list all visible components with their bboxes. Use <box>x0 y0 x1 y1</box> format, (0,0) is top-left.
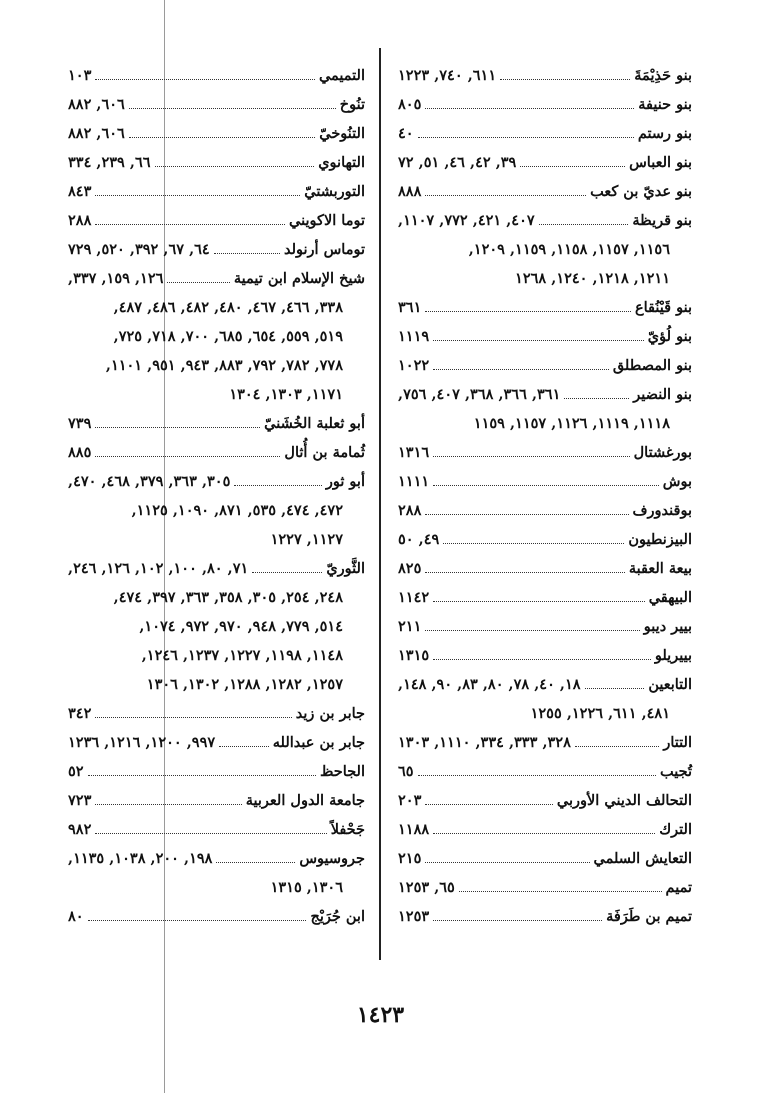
dot-leader <box>425 572 624 573</box>
page-references: ٥٢ <box>68 763 84 780</box>
index-entry <box>68 201 365 230</box>
index-term: ثُمامة بن أُثال <box>284 444 365 461</box>
page-references: ٦٦, ٢٣٩, ٣٣٤ <box>68 154 151 171</box>
right-index-column <box>398 56 692 926</box>
page-references: ٢٠٣ <box>398 792 422 809</box>
dot-leader <box>95 427 260 428</box>
index-term: التحالف الديني الأوربي <box>556 792 692 809</box>
index-term: بنو قَيْنُقاع <box>634 299 692 316</box>
index-term: التميمي <box>318 67 365 84</box>
page-references: ٧٧٨, ٧٨٢, ٧٩٢, ٨٨٣, ٩٤٣, ٩٥١, ١١٠١, <box>105 357 343 374</box>
index-entry <box>68 259 365 288</box>
index-term: جابر بن زيد <box>295 705 365 722</box>
index-term: بوش <box>662 473 692 490</box>
page-number: ١٤٢٣ <box>356 1002 405 1028</box>
page-references: ٤٨١, ٦١١, ١٢٢٦, ١٢٥٥ <box>530 705 670 722</box>
index-term: بييريلو <box>654 647 692 664</box>
page-references: ١١٢٧, ١٢٢٧ <box>270 531 343 548</box>
dot-leader <box>425 108 634 109</box>
page-references: ١٢٥٧, ١٢٨٢, ١٢٨٨, ١٣٠٢, ١٣٠٦ <box>146 676 343 693</box>
page-references: ١٢٦, ١٥٩, ٣٣٧, <box>68 270 164 287</box>
dot-leader <box>433 485 659 486</box>
index-entry <box>68 462 365 491</box>
index-term: شيخ الإسلام ابن تيمية <box>233 270 365 287</box>
index-term: بنو حَذِيْمَةَ <box>634 67 692 84</box>
index-term: تميم <box>665 879 692 896</box>
dot-leader <box>433 659 651 660</box>
page-references: ٣٣٨, ٤٦٦, ٤٦٧, ٤٨٠, ٤٨٢, ٤٨٦, ٤٨٧, <box>113 299 343 316</box>
dot-leader <box>539 224 629 225</box>
index-term: بيير ديبو <box>643 618 692 635</box>
index-term: بنو لُؤيّ <box>647 328 692 345</box>
index-entry <box>398 433 692 462</box>
index-entry <box>68 404 365 433</box>
dot-leader <box>500 79 630 80</box>
index-term: التتار <box>663 734 692 751</box>
index-entry <box>398 839 692 868</box>
index-entry <box>398 259 692 288</box>
dot-leader <box>425 514 628 515</box>
index-entry <box>398 810 692 839</box>
page-references: ١١٤٨, ١١٩٨, ١٢٢٧, ١٢٣٧, ١٢٤٦, <box>141 647 343 664</box>
column-divider <box>379 48 381 960</box>
index-term: بنو رستم <box>637 125 692 142</box>
dot-leader <box>433 340 644 341</box>
index-term: التوربشتيّ <box>304 183 365 200</box>
page-references: ٤٩, ٥٠ <box>398 531 440 548</box>
dot-leader <box>95 804 241 805</box>
index-entry <box>68 810 365 839</box>
index-entry <box>398 346 692 375</box>
page-references: ٣٢٨, ٣٣٣, ٣٣٤, ١١١٠, ١٣٠٣ <box>398 734 571 751</box>
page-references: ٨٠٥ <box>398 96 422 113</box>
page-references: ٨٤٣ <box>68 183 92 200</box>
index-term: بورغشتال <box>633 444 692 461</box>
dot-leader <box>425 630 639 631</box>
index-entry <box>398 404 692 433</box>
dot-leader <box>167 282 229 283</box>
index-entry <box>398 317 692 346</box>
page-references: ٦١١, ٧٤٠, ١٢٢٣ <box>398 67 497 84</box>
dot-leader <box>95 79 315 80</box>
page-references: ٢١١ <box>398 618 422 635</box>
index-entry <box>68 375 365 404</box>
page-references: ٢٤٨, ٢٥٤, ٣٠٥, ٣٥٨, ٣٦٣, ٣٩٧, ٤٧٤, <box>113 589 343 606</box>
index-entry <box>398 549 692 578</box>
index-term: البيهقي <box>648 589 692 606</box>
dot-leader <box>459 891 662 892</box>
dot-leader <box>129 108 336 109</box>
dot-leader <box>564 398 629 399</box>
dot-leader <box>95 224 285 225</box>
page-references: ٨٨٨ <box>398 183 422 200</box>
page-references: ٧٢٣ <box>68 792 92 809</box>
index-entry <box>68 578 365 607</box>
page-references: ١١٥٦, ١١٥٧, ١١٥٨, ١١٥٩, ١٢٠٩, <box>468 241 670 258</box>
index-term: بنو العباس <box>629 154 692 171</box>
page-references: ١١٨٨ <box>398 821 430 838</box>
page-references: ٦٥ <box>398 763 414 780</box>
index-entry <box>398 85 692 114</box>
dot-leader <box>95 833 326 834</box>
page-references: ٩٩٧, ١٢٠٠, ١٢١٦, ١٢٣٦ <box>68 734 216 751</box>
index-entry <box>68 723 365 752</box>
index-term: جابر بن عبدالله <box>272 734 365 751</box>
index-term: أبو ثور <box>325 473 365 490</box>
index-term: بنو حنيفة <box>638 96 692 113</box>
index-entry <box>68 549 365 578</box>
index-term: أبو ثعلبة الخُشَنيّ <box>264 415 365 432</box>
index-entry <box>68 56 365 85</box>
dot-leader <box>95 195 300 196</box>
index-entry <box>68 752 365 781</box>
page-references: ١٠٣ <box>68 67 92 84</box>
page-references: ٣٦١ <box>398 299 422 316</box>
page-references: ٤٠ <box>398 125 414 142</box>
index-term: الثَّوريّ <box>326 560 365 577</box>
page-references: ٦٠٦, ٨٨٢ <box>68 96 125 113</box>
index-entry <box>68 433 365 462</box>
page-references: ١٠٢٢ <box>398 357 430 374</box>
index-entry <box>398 607 692 636</box>
page-references: ٣٦١, ٣٦٦, ٣٦٨, ٤٠٧, ٧٥٦, <box>398 386 561 403</box>
page-references: ٦٥, ١٢٥٣ <box>398 879 455 896</box>
index-entry <box>398 752 692 781</box>
dot-leader <box>252 572 322 573</box>
index-entry <box>398 375 692 404</box>
index-entry <box>68 230 365 259</box>
page-references: ١١١١ <box>398 473 430 490</box>
left-index-column <box>68 56 365 926</box>
index-entry <box>68 636 365 665</box>
index-entry <box>398 114 692 143</box>
index-term: البيزنطيون <box>628 531 692 548</box>
index-term: بيعة العقبة <box>628 560 692 577</box>
index-entry <box>398 491 692 520</box>
dot-leader <box>216 862 295 863</box>
index-term: بوقندورف <box>632 502 692 519</box>
index-entry <box>398 230 692 259</box>
index-entry <box>398 868 692 897</box>
index-term: ابن جُرَيْج <box>310 908 365 925</box>
index-entry <box>398 665 692 694</box>
page-references: ٦٠٦, ٨٨٢ <box>68 125 125 142</box>
page-references: ٨٠ <box>68 908 84 925</box>
dot-leader <box>95 717 291 718</box>
page-references: ١١١٨, ١١١٩, ١١٢٦, ١١٥٧, ١١٥٩ <box>473 415 670 432</box>
dot-leader <box>433 601 645 602</box>
page-references: ٣٠٥, ٣٦٣, ٣٧٩, ٤٦٨, ٤٧٠, <box>68 473 231 490</box>
page-references: ٤٧٢, ٤٧٤, ٥٣٥, ٨٧١, ١٠٩٠, ١١٢٥, <box>131 502 343 519</box>
index-entry <box>68 839 365 868</box>
dot-leader <box>433 456 629 457</box>
page-references: ١١٧١, ١٣٠٣, ١٣٠٤ <box>229 386 343 403</box>
page-references: ٥١٤, ٧٧٩, ٩٤٨, ٩٧٠, ٩٧٢, ١٠٧٤, <box>139 618 343 635</box>
page-references: ٩٨٢ <box>68 821 92 838</box>
index-entry <box>68 172 365 201</box>
dot-leader <box>95 456 280 457</box>
page-references: ٨٨٥ <box>68 444 92 461</box>
dot-leader <box>425 311 631 312</box>
index-entry <box>68 868 365 897</box>
index-entry <box>68 897 365 926</box>
index-entry <box>398 578 692 607</box>
dot-leader <box>418 137 634 138</box>
dot-leader <box>575 746 660 747</box>
dot-leader <box>425 195 586 196</box>
index-entry <box>398 781 692 810</box>
index-entry <box>398 201 692 230</box>
page-references: ٨٢٥ <box>398 560 422 577</box>
index-entry <box>68 694 365 723</box>
page-references: ٤٠٧, ٤٢١, ٧٧٢, ١١٠٧, <box>398 212 535 229</box>
index-entry <box>68 607 365 636</box>
index-term: التعايش السلمي <box>593 850 692 867</box>
index-term: بنو المصطلق <box>612 357 692 374</box>
page-references: ٧١, ٨٠, ١٠٠, ١٠٢, ١٢٦, ٢٤٦, <box>68 560 249 577</box>
page-references: ٥١٩, ٥٥٩, ٦٥٤, ٦٨٥, ٧٠٠, ٧١٨, ٧٢٥, <box>113 328 343 345</box>
index-entry <box>398 172 692 201</box>
index-term: بنو عديّ بن كعب <box>590 183 692 200</box>
index-term: تُجيب <box>659 763 692 780</box>
index-entry <box>68 520 365 549</box>
index-entry <box>398 143 692 172</box>
index-entry <box>68 781 365 810</box>
page-references: ٢٨٨ <box>398 502 422 519</box>
dot-leader <box>234 485 321 486</box>
page-references: ١٢١١, ١٢١٨, ١٢٤٠, ١٢٦٨ <box>515 270 670 287</box>
index-term: التهانوي <box>318 154 365 171</box>
index-entry <box>68 665 365 694</box>
page-references: ١١٤٢ <box>398 589 430 606</box>
dot-leader <box>219 746 269 747</box>
index-entry <box>68 114 365 143</box>
index-term: التنُوخيّ <box>319 125 365 142</box>
index-entry <box>398 723 692 752</box>
page-references: ١٣١٦ <box>398 444 430 461</box>
index-entry <box>68 491 365 520</box>
dot-leader <box>433 369 609 370</box>
index-entry <box>398 56 692 85</box>
index-entry <box>398 520 692 549</box>
page-references: ٢١٥ <box>398 850 422 867</box>
dot-leader <box>585 688 645 689</box>
index-term: التابعين <box>648 676 692 693</box>
dot-leader <box>425 804 553 805</box>
index-entry <box>398 462 692 491</box>
dot-leader <box>520 166 625 167</box>
page-references: ١٣١٥ <box>398 647 430 664</box>
dot-leader <box>433 920 602 921</box>
dot-leader <box>418 775 656 776</box>
index-entry <box>68 346 365 375</box>
index-term: تنُوخ <box>339 96 365 113</box>
index-entry <box>398 636 692 665</box>
page-references: ١٢٥٣ <box>398 908 430 925</box>
dot-leader <box>443 543 624 544</box>
page-references: ١٣٠٦, ١٣١٥ <box>270 879 343 896</box>
page-references: ٣٩, ٤٢, ٤٦, ٥١, ٧٢ <box>398 154 517 171</box>
index-entry <box>68 143 365 172</box>
index-term: بنو النضير <box>633 386 692 403</box>
index-term: بنو قريظة <box>632 212 692 229</box>
page-references: ١٩٨, ٢٠٠, ١٠٣٨, ١١٣٥, <box>68 850 213 867</box>
index-term: جروسيوس <box>299 850 365 867</box>
page-references: ١١١٩ <box>398 328 430 345</box>
index-term: تميم بن طَرَفَة <box>606 908 692 925</box>
dot-leader <box>214 253 280 254</box>
dot-leader <box>425 862 589 863</box>
index-entry <box>398 288 692 317</box>
dot-leader <box>88 920 307 921</box>
index-entry <box>68 85 365 114</box>
index-term: توما الاكويني <box>289 212 365 229</box>
index-entry <box>398 694 692 723</box>
index-term: الترك <box>659 821 692 838</box>
index-term: جامعة الدول العربية <box>245 792 365 809</box>
dot-leader <box>433 833 655 834</box>
index-entry <box>398 897 692 926</box>
index-term: جَحْفلاً <box>330 821 365 838</box>
index-term: توماس أرنولد <box>283 241 365 258</box>
page-references: ٢٨٨ <box>68 212 92 229</box>
dot-leader <box>155 166 315 167</box>
page-references: ١٨, ٤٠, ٧٨, ٨٠, ٨٣, ٩٠, ١٤٨, <box>398 676 581 693</box>
index-term: الجاحظ <box>320 763 365 780</box>
index-entry <box>68 288 365 317</box>
page-references: ٦٤, ٦٧, ٣٩٢, ٥٢٠, ٧٢٩ <box>68 241 210 258</box>
dot-leader <box>129 137 315 138</box>
dot-leader <box>88 775 316 776</box>
index-entry <box>68 317 365 346</box>
page-references: ٧٣٩ <box>68 415 92 432</box>
page-references: ٣٤٢ <box>68 705 92 722</box>
